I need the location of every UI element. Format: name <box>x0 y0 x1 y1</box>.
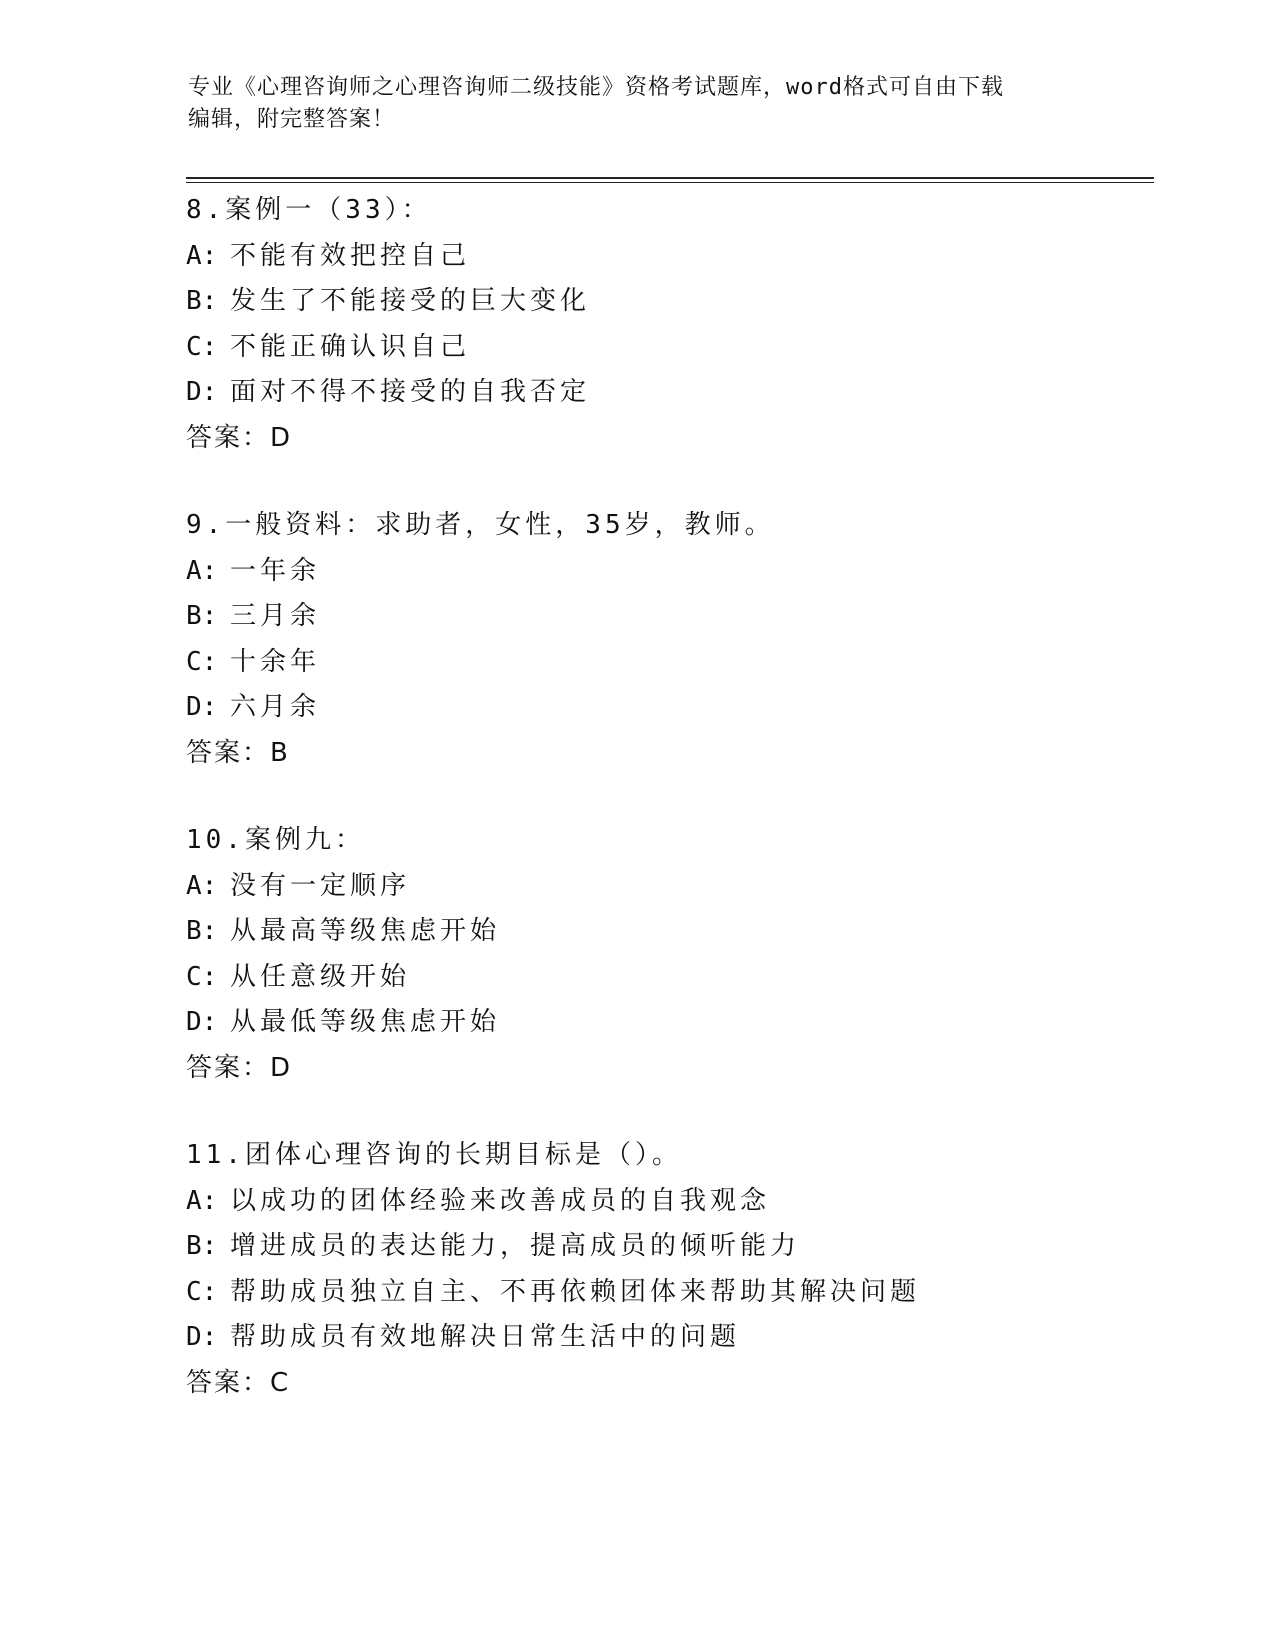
option-text: 帮助成员有效地解决日常生活中的问题 <box>230 1322 741 1352</box>
answer-line: 答案：D <box>186 1052 293 1083</box>
option-text: 从最低等级焦虑开始 <box>230 1007 501 1037</box>
option-key: C: <box>186 331 218 362</box>
option-key: D: <box>186 377 218 407</box>
option-key: D: <box>186 692 218 722</box>
option-key: B: <box>186 916 218 946</box>
question-item <box>186 188 1146 461</box>
option-a <box>186 234 1146 280</box>
option-key: B: <box>186 1231 218 1261</box>
option-key: C: <box>186 1276 218 1307</box>
question-item <box>186 818 1146 1091</box>
option-text: 发生了不能接受的巨大变化 <box>230 286 591 316</box>
option-d <box>186 1000 1146 1046</box>
option-key: D: <box>186 1007 218 1037</box>
option-key: A: <box>186 870 218 901</box>
option-b <box>186 594 1146 640</box>
answer-line: 答案：B <box>186 737 290 768</box>
option-text: 没有一定顺序 <box>230 870 411 901</box>
option-key: C: <box>186 646 218 677</box>
answer-line: 答案：D <box>186 422 293 453</box>
option-a <box>186 864 1146 910</box>
question-stem: 11.团体心理咨询的长期目标是（）。 <box>186 1140 682 1170</box>
option-key: A: <box>186 1185 218 1216</box>
question-list <box>186 188 1146 1448</box>
question-stem: 10.案例九： <box>186 825 365 855</box>
option-a <box>186 1179 1146 1225</box>
option-text: 十余年 <box>230 646 321 677</box>
option-text: 面对不得不接受的自我否定 <box>230 377 591 407</box>
option-d <box>186 1315 1146 1361</box>
option-text: 三月余 <box>230 601 321 631</box>
option-text: 不能有效把控自己 <box>230 240 471 271</box>
option-c <box>186 955 1146 1001</box>
header-line-2: 编辑，附完整答案！ <box>188 107 396 132</box>
option-text: 不能正确认识自己 <box>230 331 471 362</box>
option-text: 从最高等级焦虑开始 <box>230 916 501 946</box>
option-c <box>186 640 1146 686</box>
question-stem: 8.案例一（33）： <box>186 195 432 225</box>
option-b <box>186 279 1146 325</box>
option-text: 帮助成员独立自主、不再依赖团体来帮助其解决问题 <box>230 1276 921 1307</box>
option-key: A: <box>186 240 218 271</box>
option-c <box>186 325 1146 371</box>
document-header <box>188 72 1088 136</box>
option-text: 从任意级开始 <box>230 961 411 992</box>
option-a <box>186 549 1146 595</box>
option-key: C: <box>186 961 218 992</box>
option-text: 以成功的团体经验来改善成员的自我观念 <box>230 1185 771 1216</box>
option-d <box>186 685 1146 731</box>
question-item <box>186 1133 1146 1406</box>
option-key: D: <box>186 1322 218 1352</box>
option-text: 六月余 <box>230 692 321 722</box>
option-text: 一年余 <box>230 555 321 586</box>
option-key: B: <box>186 601 218 631</box>
answer-line: 答案：C <box>186 1367 291 1398</box>
question-stem: 9.一般资料：求助者，女性，35岁，教师。 <box>186 510 775 540</box>
option-b <box>186 909 1146 955</box>
option-key: B: <box>186 286 218 316</box>
option-b <box>186 1224 1146 1270</box>
header-line-1: 专业《心理咨询师之心理咨询师二级技能》资格考试题库，word格式可自由下载 <box>188 75 1004 100</box>
header-divider-thick <box>186 177 1154 179</box>
header-divider-thin <box>186 182 1154 183</box>
option-text: 增进成员的表达能力，提高成员的倾听能力 <box>230 1231 801 1261</box>
option-c <box>186 1270 1146 1316</box>
option-d <box>186 370 1146 416</box>
question-item <box>186 503 1146 776</box>
option-key: A: <box>186 555 218 586</box>
